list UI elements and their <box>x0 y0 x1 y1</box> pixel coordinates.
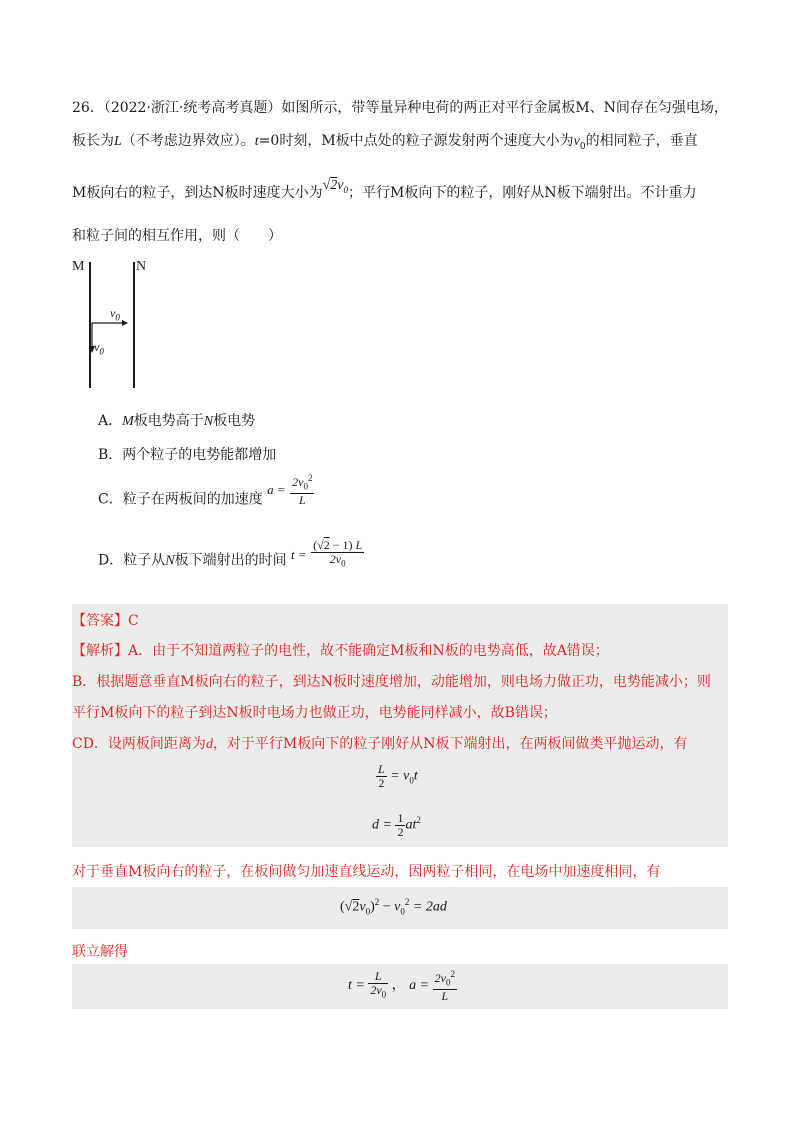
text: ；平行M板向下的粒子，刚好从N板下端射出。不计重力 <box>348 185 697 201</box>
option-key: A． <box>98 413 123 429</box>
answer-line <box>72 611 139 631</box>
text: 板电势 <box>213 413 256 429</box>
capacitor-figure <box>68 258 178 390</box>
text: N <box>165 553 175 569</box>
question-line-4: 和粒子间的相互作用，则（ ） <box>72 228 282 244</box>
text: =0时刻，M板中点处的粒子源发射两个速度大小为 <box>258 133 574 149</box>
label-n: N <box>136 259 147 274</box>
equation-result: t = $\frac{L}{2v_0}$ ， a = $\frac{2v_0^2}{L}$ <box>348 969 455 1004</box>
analysis-p4 <box>72 734 688 755</box>
answer-label: 【答案】 <box>72 613 128 629</box>
text: 的相同粒子，垂直 <box>585 133 698 149</box>
question-line-1: 26．（2022·浙江·统考高考真题）如图所示，带等量异种电荷的两正对平行金属板M、N间存在匀强电场， <box>72 100 728 116</box>
equation-2: d = $\frac{1}{2}$ $at^2$ <box>372 811 421 839</box>
label-v-right: $v_0$ <box>110 306 120 323</box>
question-line-2: 板长为L（不考虑边界效应）。t=0时刻，M板中点处的粒子源发射两个速度大小为$v_0$的相同粒子，垂直 <box>72 133 698 152</box>
text: 板下端射出的时间 <box>174 552 287 569</box>
label-m: M <box>72 259 85 274</box>
arrowhead-right <box>122 320 128 326</box>
text: 两个粒子的电势能都增加 <box>122 447 277 463</box>
text: 粒子在两板间的加速度 <box>122 491 263 508</box>
option-key: C． <box>98 491 123 508</box>
text: M板向右的粒子，到达N板时速度大小为 <box>72 185 323 201</box>
text: 粒子从 <box>123 552 166 569</box>
text: （不考虑边界效应）。 <box>121 133 255 149</box>
equation-3: $(√2v_0)^2 - v_0^2 = 2ad$ <box>340 897 447 917</box>
analysis-p6: 联立解得 <box>72 944 128 960</box>
analysis-p5: 对于垂直M板向右的粒子，在板间做匀加速直线运动，因两粒子相同，在电场中加速度相同，有 <box>72 864 661 880</box>
option-key: B． <box>98 447 123 463</box>
text: ，对于平行M板向下的粒子刚好从N板下端射出，在两板间做类平抛运动，有 <box>212 736 688 752</box>
option-a <box>98 410 255 430</box>
question-line-3: M板向右的粒子，到达N板时速度大小为$√2v_0$；平行M板向下的粒子，刚好从N板下端射出。不计重力 <box>72 178 697 201</box>
analysis-p1 <box>72 641 609 661</box>
option-c: C．粒子在两板间的加速度 a = $\frac{2v_0^2}{L}$ <box>98 473 313 508</box>
text: N <box>203 414 214 429</box>
option-d: D．粒子从N板下端射出的时间 t = $\frac{(√2 - 1) L}{2v_0}$ <box>98 538 363 569</box>
text: 板电势高于 <box>133 413 204 429</box>
text: A．由于不知道两粒子的电性，故不能确定M板和N板的电势高低，故A错误； <box>128 643 609 659</box>
analysis-p2: B．根据题意垂直M板向右的粒子，到达N板时速度增加，动能增加，则电场力做正功，电势能减小；则 <box>72 674 711 690</box>
text: d <box>205 737 213 752</box>
analysis-p3: 平行M板向下的粒子到达N板时电场力也做正功，电势能同样减小，故B错误； <box>72 705 557 721</box>
option-key: D． <box>98 552 124 569</box>
text: M <box>122 414 134 429</box>
answer-value: C <box>128 613 139 629</box>
equation-1: $\frac{L}{2}$ = $v_0t$ <box>378 762 418 790</box>
analysis-label: 【解析】 <box>72 643 128 659</box>
text: CD．设两板间距离为 <box>72 736 206 752</box>
option-b <box>98 444 276 464</box>
label-v-down: $v_0$ <box>94 340 104 357</box>
text: 板长为 <box>72 133 114 149</box>
